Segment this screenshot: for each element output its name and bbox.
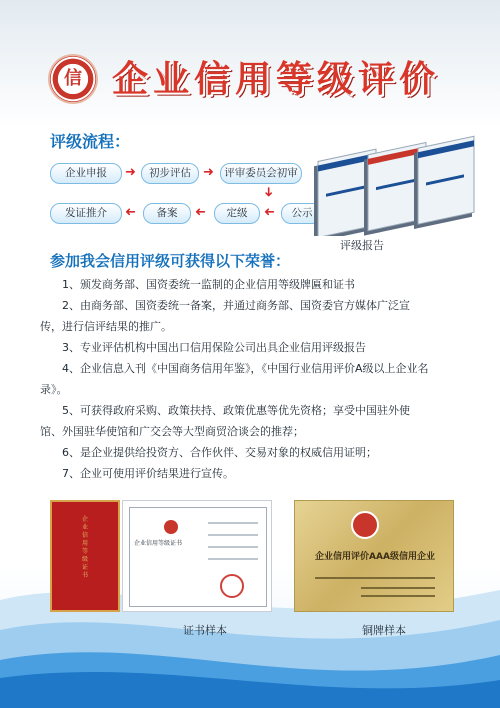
benefit-item-2: 2、由商务部、国资委统一备案，并通过商务部、国资委官方媒体广泛宣传，进行信评结果的推广。 [40,299,410,333]
benefit-item-3: 3、专业评估机构中国出口信用保险公司出具企业信用评级报告 [62,341,366,354]
flow-step-certificate-issue: 发证推介 [50,203,122,224]
credit-logo [50,56,96,102]
certificate-logo-icon [164,520,178,534]
certificate-inner-page [122,500,272,612]
report-caption: 评级报告 [340,239,384,252]
flow-step-initial-assessment: 初步评估 [141,163,199,184]
benefit-item-7: 7、企业可使用评价结果进行宣传。 [62,467,234,480]
benefits-list [40,274,430,484]
logo-character: 信 [64,68,82,89]
plaque-text: 企业信用评价AAA级信用企业 [315,552,435,562]
flow-step-rating: 定级 [214,203,260,224]
certificate-frame [129,507,267,607]
plaque-logo-icon [351,511,379,539]
arrow-left-icon: ➜ [195,205,206,220]
flow-step-committee-review: 评审委员会初审 [220,163,302,184]
flow-section-title: 评级流程： [50,132,131,151]
arrow-down-icon: ➜ [260,186,276,198]
benefits-section-title: 参加我会信用评级可获得以下荣誉： [50,252,291,270]
certificate-caption: 证书样本 [183,624,227,637]
flow-step-apply: 企业申报 [50,163,122,184]
certificate-cover [50,500,120,612]
flow-step-filing: 备案 [143,203,191,224]
arrow-left-icon: ➜ [125,205,136,220]
benefit-item-6: 6、是企业提供给投资方、合作伙伴、交易对象的权威信用证明； [62,446,377,459]
certificate-inner-text: 企业信用等级证书 [134,540,183,547]
plaque-caption: 铜牌样本 [362,624,406,637]
page-title: 企业信用等级评价 [112,59,441,100]
rating-report-image [306,128,476,236]
certificate-sample-image [50,500,272,612]
benefit-item-5: 5、可获得政府采购、政策扶持、政策优惠等优先资格；享受中国驻外使馆、外国驻华使馆和广交会等大型商贸洽谈会的推荐； [40,404,410,438]
arrow-right-icon: ➜ [125,165,136,180]
benefit-item-1: 1、颁发商务部、国资委统一监制的企业信用等级牌匾和证书 [62,278,355,291]
benefit-item-4: 4、企业信息入刊《中国商务信用年鉴》，《中国行业信用评价A级以上企业名录》。 [40,362,429,396]
plaque-sample-image [294,500,454,612]
flow-step-publicity: 公示 [281,203,323,224]
certificate-cover-text: 企业信用等级证书 [82,516,89,579]
certificate-seal-icon [220,574,244,598]
arrow-right-icon: ➜ [203,165,214,180]
arrow-left-icon: ➜ [264,205,275,220]
